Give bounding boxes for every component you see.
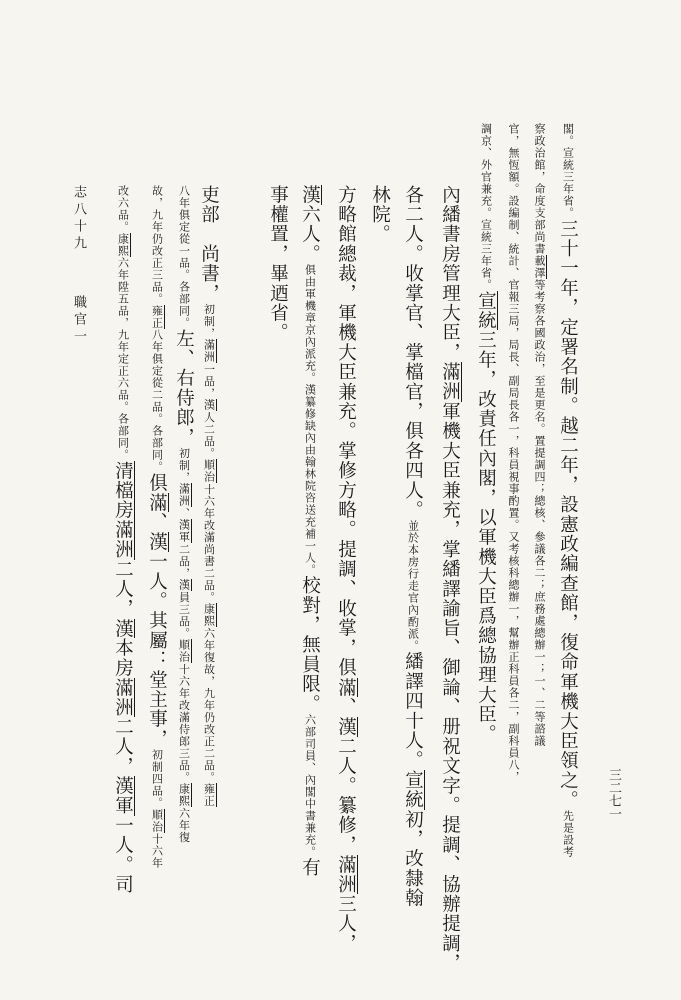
annotation-text: 初制， (202, 303, 216, 340)
annotation-text: 六年復故，九年仍改正二品。 (202, 627, 216, 784)
annotation-text: 人二品。 (202, 411, 216, 460)
main-text: 二人， (112, 717, 134, 777)
annotation-text: 載澤 (533, 255, 546, 279)
annotation-text: 十六年改滿侍郎三品。 (177, 663, 191, 784)
text-column (403, 185, 422, 908)
annotation-text: 八年俱定從二品。各部同。 (150, 329, 164, 473)
main-text: 校對，無員限。 (299, 575, 321, 714)
main-text: 初，改隸翰 (402, 809, 424, 909)
annotation-text: 漢軍 (177, 519, 191, 544)
annotation-text: 六年復 (177, 807, 191, 844)
annotation-text: 員三品。 (177, 591, 191, 640)
page-number: 三二七一 (606, 768, 621, 820)
text-column (370, 185, 389, 244)
annotation-text: 順治 (202, 459, 216, 484)
annotation-text: 二品， (177, 543, 191, 580)
annotation-text: 康熙 (202, 603, 216, 628)
annotation-text: 雍正 (150, 305, 164, 329)
main-text: 漢 (335, 716, 357, 737)
text-column (113, 185, 132, 894)
annotation-text: 初制， (177, 447, 191, 484)
text-column (174, 185, 193, 843)
main-text: 內繙書房管理大臣， (439, 185, 461, 363)
main-text: 三十一年，定署名制。越二年，設憲政編查館，復命軍機大臣領之。 (557, 219, 579, 810)
annotation-text: 滿洲 (177, 483, 191, 508)
annotation-text: 並於本房行走官內酌派。 (406, 519, 420, 652)
main-text (199, 224, 220, 244)
main-text: 清檔房 (112, 461, 134, 521)
annotation-text: 、 (177, 507, 191, 520)
annotation-text: 順治 (150, 808, 164, 833)
annotation-text: 十六年改滿尚書二品。 (202, 483, 216, 604)
annotation-text: 初制四品。 (150, 748, 164, 809)
annotation-text: 漢 (177, 579, 191, 592)
main-text: 一人。其屬：堂主事， (146, 551, 168, 749)
main-text: 滿 (146, 492, 168, 513)
annotation-text: 康熙 (116, 233, 130, 257)
annotation-text: 漢 (202, 399, 216, 412)
main-text: 滿 (335, 677, 357, 698)
main-text: 二人， (112, 559, 134, 619)
annotation-text: 俱由軍機章京內派充。漢纂修缺內由翰林院咨送充補一人。 (303, 263, 317, 576)
main-text: 漢軍 (112, 776, 134, 816)
footer-volume: 志八十九 (71, 185, 86, 253)
annotation-text: 雍正 (202, 783, 216, 808)
main-text: 軍機大臣兼充，掌繙譯諭旨、御論、册祝文字。提調、協辦提調， (439, 401, 461, 974)
text-column (558, 123, 577, 858)
main-text: 、 (335, 697, 357, 717)
annotation-text: 滿洲 (202, 339, 216, 364)
annotation-text: 調京、外官兼充。宣統三年省。 (479, 123, 493, 291)
main-text: 、 (146, 512, 168, 533)
annotation-text: 改六品。 (116, 185, 130, 233)
main-text: 滿洲 (335, 854, 357, 895)
main-text: 漢 (112, 618, 134, 639)
text-column (199, 185, 218, 807)
main-text: 三年，改責任內閣，以軍機大臣爲總協理大臣。 (475, 330, 497, 745)
annotation-text: 故，九年仍改正三品。 (150, 185, 164, 305)
main-text: 二人。纂修， (335, 736, 357, 855)
main-text: 六人。 (299, 204, 321, 264)
annotation-text: 十六年 (150, 832, 164, 869)
annotation-text: 八年俱定從一品。各部同。 (177, 185, 191, 329)
annotation-text: 閣。宣統三年省。 (561, 123, 575, 219)
annotation-text: 先是設考 (561, 810, 575, 858)
main-text: 事權置，畢迺省。 (267, 185, 289, 343)
main-text: 方略館總裁，軍機大臣兼充。掌修方略。提調、收掌，俱 (335, 185, 357, 678)
main-text: 滿洲 (439, 362, 461, 402)
main-text: 左、右侍郎， (173, 329, 195, 448)
main-text: 滿洲 (112, 520, 134, 560)
text-column (300, 185, 319, 877)
annotation-text: 六部司員、內閣中書兼充。 (303, 713, 317, 858)
annotation-text: 官，無恆額。設編制、統計、官報三局，局長、副局長各一，科員視事酌置。又考核科總辦一，幫辦正科員各二，副科員八， (507, 123, 520, 783)
footer-section: 職官一 (71, 295, 86, 346)
main-text: 宣統 (402, 770, 424, 810)
main-text: 俱 (146, 473, 168, 493)
annotation-text: 順治 (177, 639, 191, 664)
main-text: 林院。 (369, 185, 391, 245)
text-column (505, 123, 521, 783)
main-text: 漢 (146, 532, 168, 552)
main-text: 宣統 (475, 291, 497, 331)
annotation-text: 等考察各國政治，至是更名。置提調四；總核、參議各二；庶務處總辦一；一、二等諮議 (533, 279, 546, 747)
annotation-text: 六年陞五品，九年定正六品。各部同。 (116, 257, 130, 461)
main-text: 各二人。收掌官、掌檔官，俱各四人。 (402, 185, 424, 520)
annotation-text: 康熙 (177, 783, 191, 808)
main-text: 本房 (112, 638, 134, 678)
text-column (531, 123, 547, 747)
main-text: 尚書， (198, 244, 220, 304)
text-column (268, 185, 287, 343)
text-column (336, 185, 355, 953)
main-text: 滿洲 (112, 677, 134, 718)
text-column (440, 185, 459, 973)
annotation-text: 察政治館，命度支部尚書 (533, 123, 546, 255)
main-text: 三人， (335, 894, 357, 954)
main-text: 吏部 (198, 185, 220, 225)
main-text: 一人。司 (112, 815, 134, 895)
annotation-text: 一品， (202, 363, 216, 400)
main-text: 漢 (299, 185, 321, 205)
text-column (147, 185, 166, 869)
main-text: 繙譯四十人。 (402, 651, 424, 771)
text-column (476, 123, 495, 744)
main-text: 有 (299, 857, 321, 878)
